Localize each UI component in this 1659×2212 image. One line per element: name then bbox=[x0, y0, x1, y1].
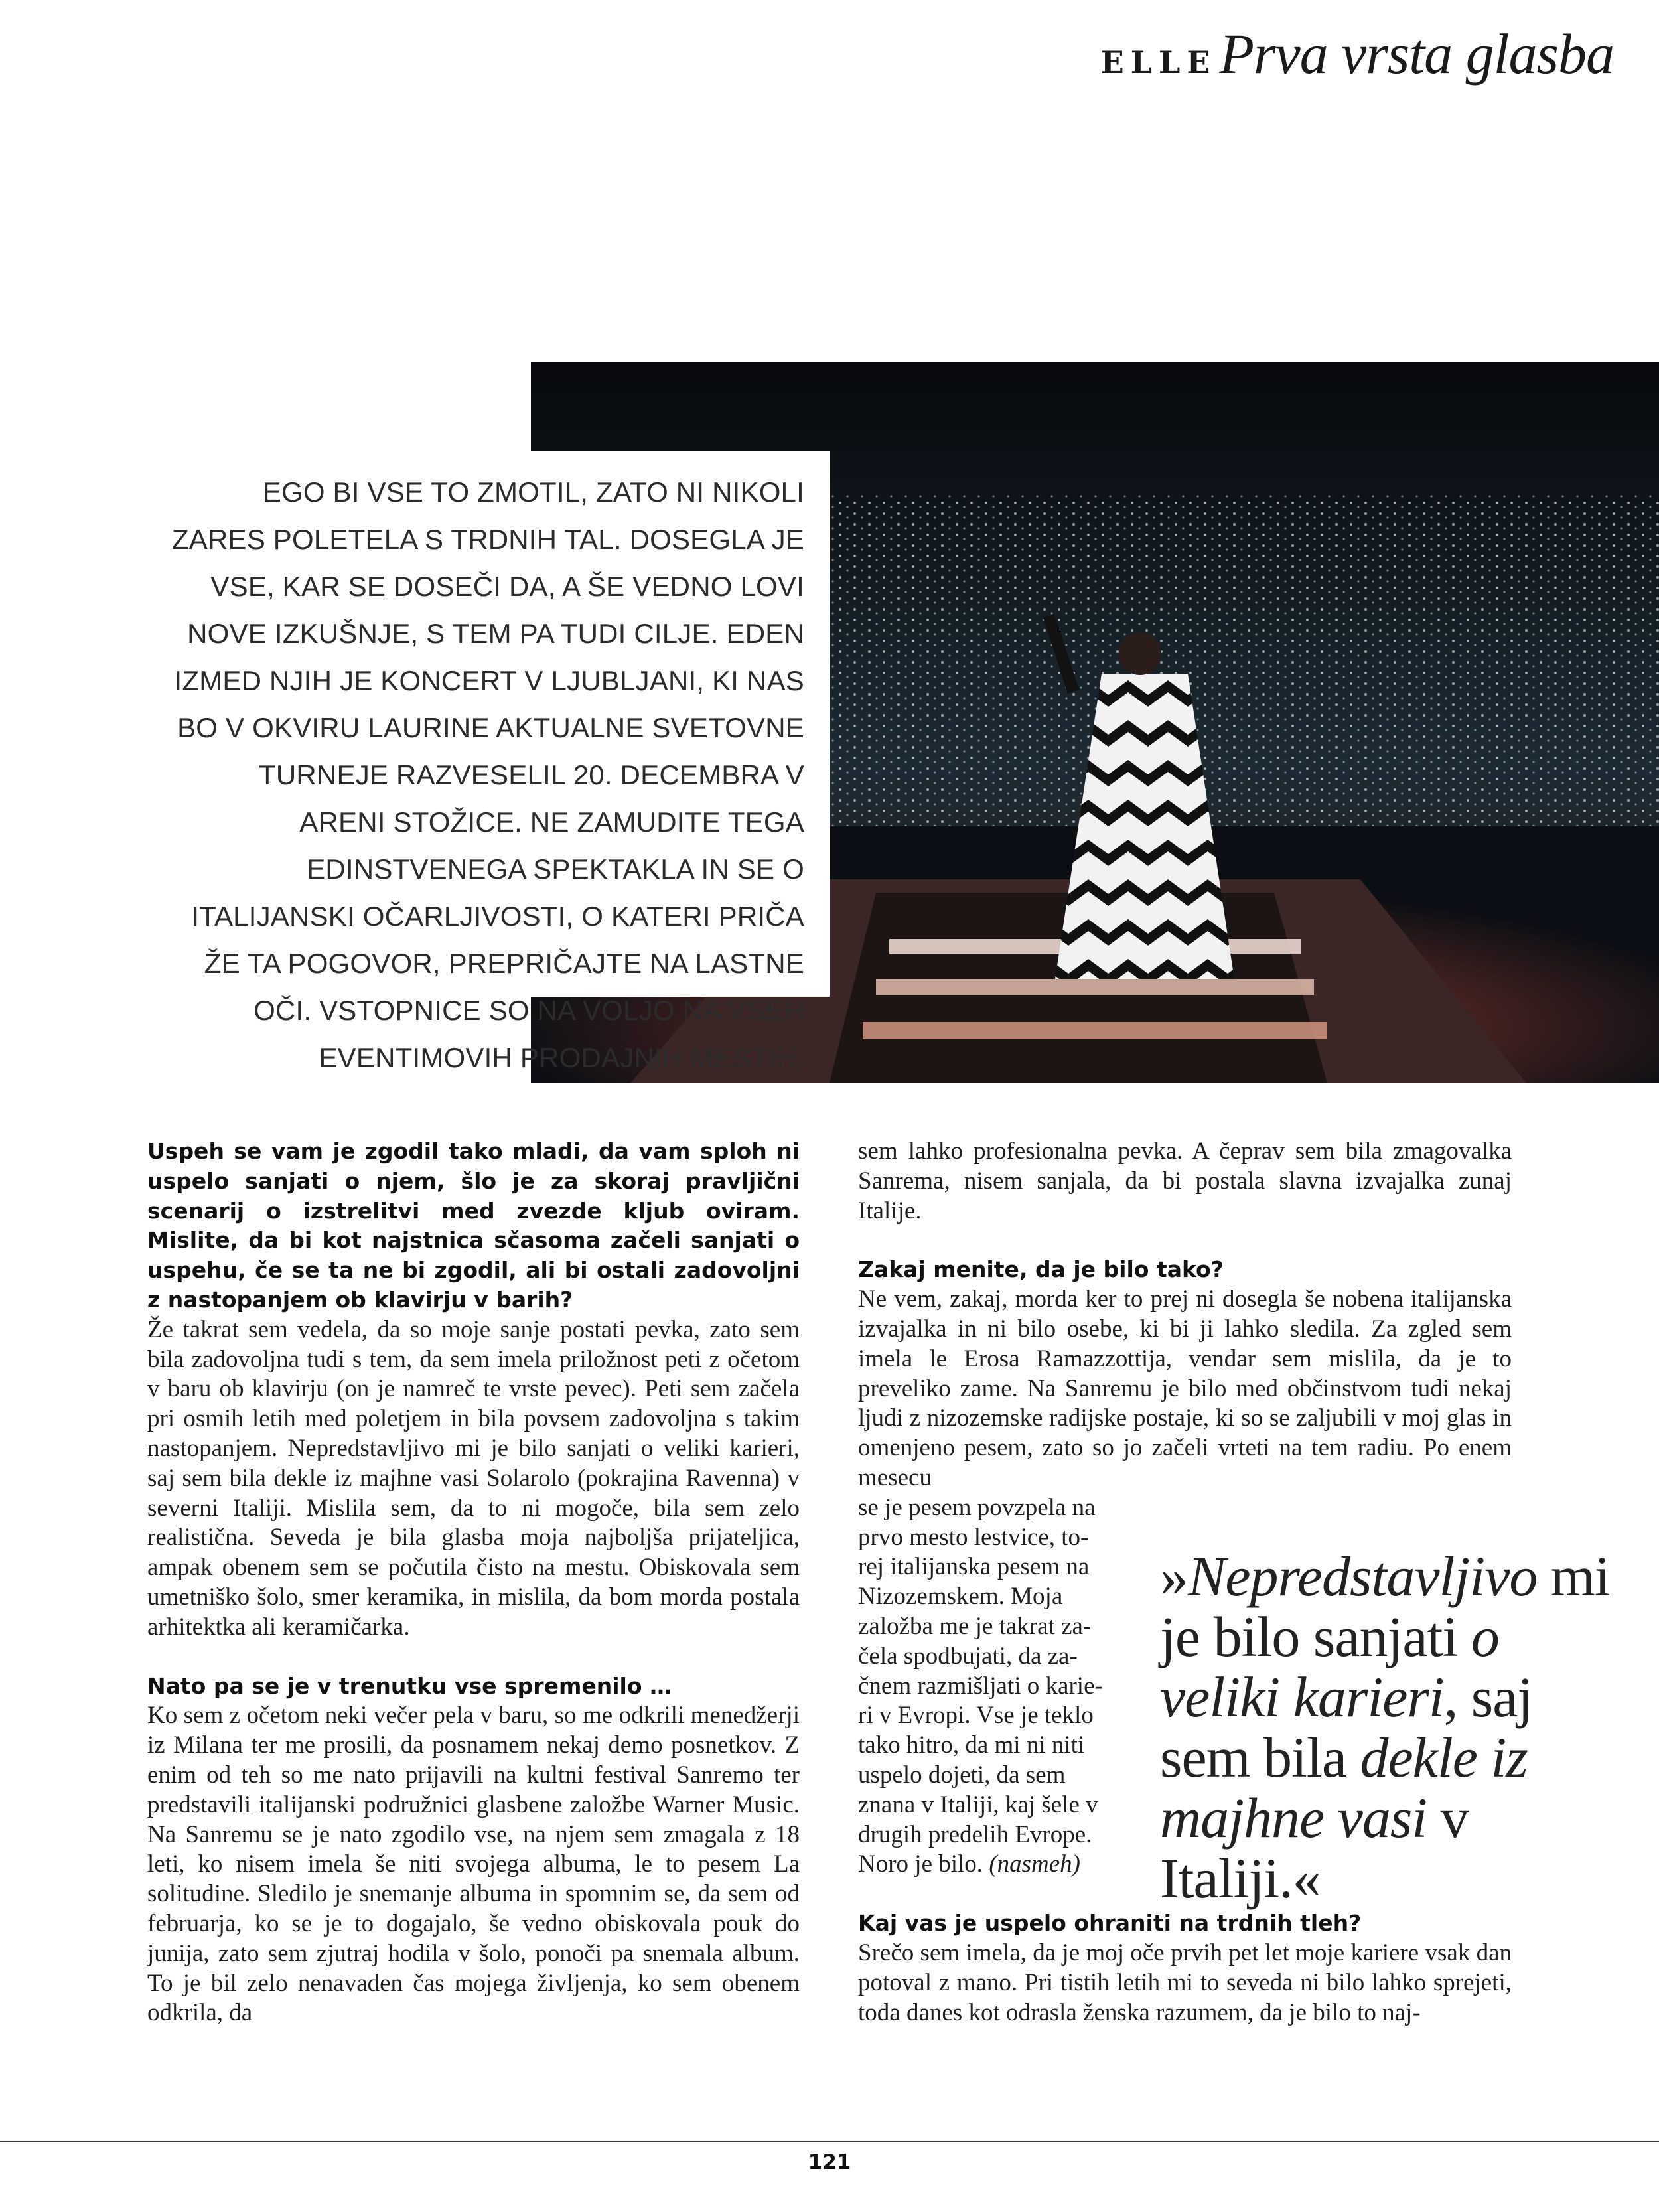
answer-line: založba me je takrat za- bbox=[858, 1612, 1092, 1640]
question: Kaj vas je uspelo ohraniti na trdnih tleh? bbox=[858, 1910, 1362, 1937]
question: Uspeh se vam je zgodil tako mladi, da vam sploh ni uspelo sanjati o njem, šlo je za skoraj pravljični scenarij o izstrelitvi med zvezde kljub oviram. Mislite, da bi kot najstnica sčasoma začeli sanjati o uspehu, če se ta ne bi zgodil, ali bi ostali zadovoljni z nastopanjem ob klavirju v barih? bbox=[147, 1138, 800, 1313]
answer: Srečo sem imela, da je moj oče prvih pet let moje kariere vsak dan potoval z mano. Pri tistih letih mi to seveda ni bilo lahko sprejeti, toda danes kot odrasla ženska razumem, da je bilo to naj- bbox=[858, 1939, 1512, 2026]
answer-line: uspelo dojeti, da sem bbox=[858, 1761, 1066, 1789]
pull-quote bbox=[1160, 1546, 1624, 1909]
answer-line: tako hitro, da mi ni niti bbox=[858, 1732, 1085, 1759]
answer-line: drugih predelih Evrope. bbox=[858, 1820, 1092, 1848]
answer-line: se je pesem povzpela na bbox=[858, 1493, 1096, 1521]
answer-end: Noro je bilo. bbox=[858, 1850, 983, 1878]
question: Nato pa se je v trenutku vse spremenilo … bbox=[147, 1672, 672, 1699]
answer-line: prvo mesto lestvice, to- bbox=[858, 1523, 1089, 1551]
answer: Ko sem z očetom neki večer pela v baru, so me odkrili menedžerji iz Milana ter me prosili, da posnamem nekaj demo posnetkov. Z enim od teh so me nato prijavili na kultni festival Sanremo ter predstavili italijanski podružnici glasbene založbe Warner Music. Na Sanremu se je nato zgodilo vse, na njem sem zmagala z 18 leti, ko nisem imela še niti svojega albuma, le to pesem La solitudine. Sledilo je snemanje albuma in spomnim se, da sem od februarja, ko se je to dogajalo, še vedno obiskovala pouk do junija, zato sem zjutraj hodila v šolo, ponoči pa snemala album. To je bil zelo nenavaden čas mojega življenja, ko sem obenem odkrila, da bbox=[147, 1702, 800, 2027]
quote-part: Nepredstavljivo bbox=[1188, 1544, 1538, 1608]
answer: sem lahko profesionalna pevka. A čeprav sem bila zmagovalka Sanrema, nisem sanjala, da bi postala slavna izvajalka zunaj Italije. bbox=[858, 1138, 1512, 1224]
page-number: 121 bbox=[808, 2150, 851, 2174]
quote-part: o veliki karieri bbox=[1160, 1605, 1499, 1729]
lead-box bbox=[151, 451, 830, 1073]
quote-open: » bbox=[1160, 1544, 1188, 1608]
question: Zakaj menite, da je bilo tako? bbox=[858, 1256, 1224, 1283]
page-header bbox=[1100, 22, 1614, 86]
answer: Že takrat sem vedela, da so moje sanje postati pevka, zato sem bila zadovoljna tudi s tem, da sem imela priložnost peti z očetom v baru ob klavirju (on je namreč te vrste pevec). Peti sem začela pri osmih letih med poletjem in bila povsem zadovoljna s takim nastopanjem. Nepredstavljivo mi je bilo sanjati o veliki karieri, saj sem bila dekle iz majhne vasi Solarolo (pokrajina Ravenna) v severni Italiji. Mislila sem, da to ni mogoče, bila sem zelo realistična. Seveda je bila glasba moja najboljša prijateljica, ampak obenem sem se počutila čisto na mestu. Obiskovala sem umetniško šolo, smer keramika, in mislila, da bom morda postala arhitektka ali keramičarka. bbox=[147, 1315, 800, 1641]
answer-line: rej italijanska pesem na bbox=[858, 1553, 1090, 1581]
lead-paragraph bbox=[167, 469, 804, 1081]
answer-line bbox=[858, 1850, 1116, 1880]
quote-part: mi je bilo sanjati bbox=[1160, 1544, 1610, 1668]
answer-line: ri v Evropi. Vse je teklo bbox=[858, 1702, 1094, 1730]
quote-part: v Italiji.« bbox=[1160, 1786, 1469, 1910]
left-column bbox=[147, 1137, 800, 2028]
answer-line: čnem razmišljati o karie- bbox=[858, 1672, 1103, 1700]
answer-line: čela spodbujati, da za- bbox=[858, 1642, 1078, 1670]
quote-part: , saj sem bila bbox=[1160, 1665, 1533, 1789]
section-title: Prva vrsta glasba bbox=[1219, 22, 1614, 86]
answer-wrap bbox=[858, 1493, 1116, 1880]
magazine-brand: ELLE bbox=[1100, 44, 1217, 80]
answer-line: znana v Italiji, kaj šele v bbox=[858, 1791, 1098, 1818]
answer-line: Nizozemskem. Moja bbox=[858, 1583, 1063, 1611]
stage-direction: (nasmeh) bbox=[989, 1850, 1080, 1878]
answer: Ne vem, zakaj, morda ker to prej ni dosegla še nobena italijanska izvajalka in ni bilo osebe, ki bi ji lahko sledila. Za zgled sem imela le Erosa Ramazzottija, vendar sem mislila, da je to preveliko zame. Na Sanremu je bilo med občinstvom tudi nekaj ljudi z nizozemske radijske postaje, ki so se zaljubili v moj glas in omenjeno pesem, zato so jo začeli vrteti na tem radiu. Po enem mesecu bbox=[858, 1286, 1512, 1491]
lead-text: EGO BI VSE TO ZMOTIL, ZATO NI NIKOLI ZARES POLETELA S TRDNIH TAL. DOSEGLA JE VSE, KAR SE DOSEČI DA, A ŠE VEDNO LOVI NOVE IZKUŠNJE, S TEM PA TUDI CILJE. EDEN IZMED NJIH JE KONCERT V LJUBLJANI, KI NAS BO V OKVIRU LAURINE AKTUALNE SVETOVNE TURNEJE RAZVESELIL 20. DECEMBRA V ARENI STOŽICE. NE ZAMUDITE TEGA EDINSTVENEGA SPEKTAKLA IN SE O ITALIJANSKI OČARLJIVOSTI, O KATERI PRIČA ŽE TA POGOVOR, PREPRIČAJTE NA LASTNE OČI. VSTOPNICE SO NA VOLJO NA VSEH EVENTIMOVIH PRODAJNIH MESTIH. bbox=[171, 477, 804, 1073]
footer-rule bbox=[0, 2141, 1659, 2142]
quote-part: dekle iz majhne vasi bbox=[1160, 1726, 1528, 1850]
